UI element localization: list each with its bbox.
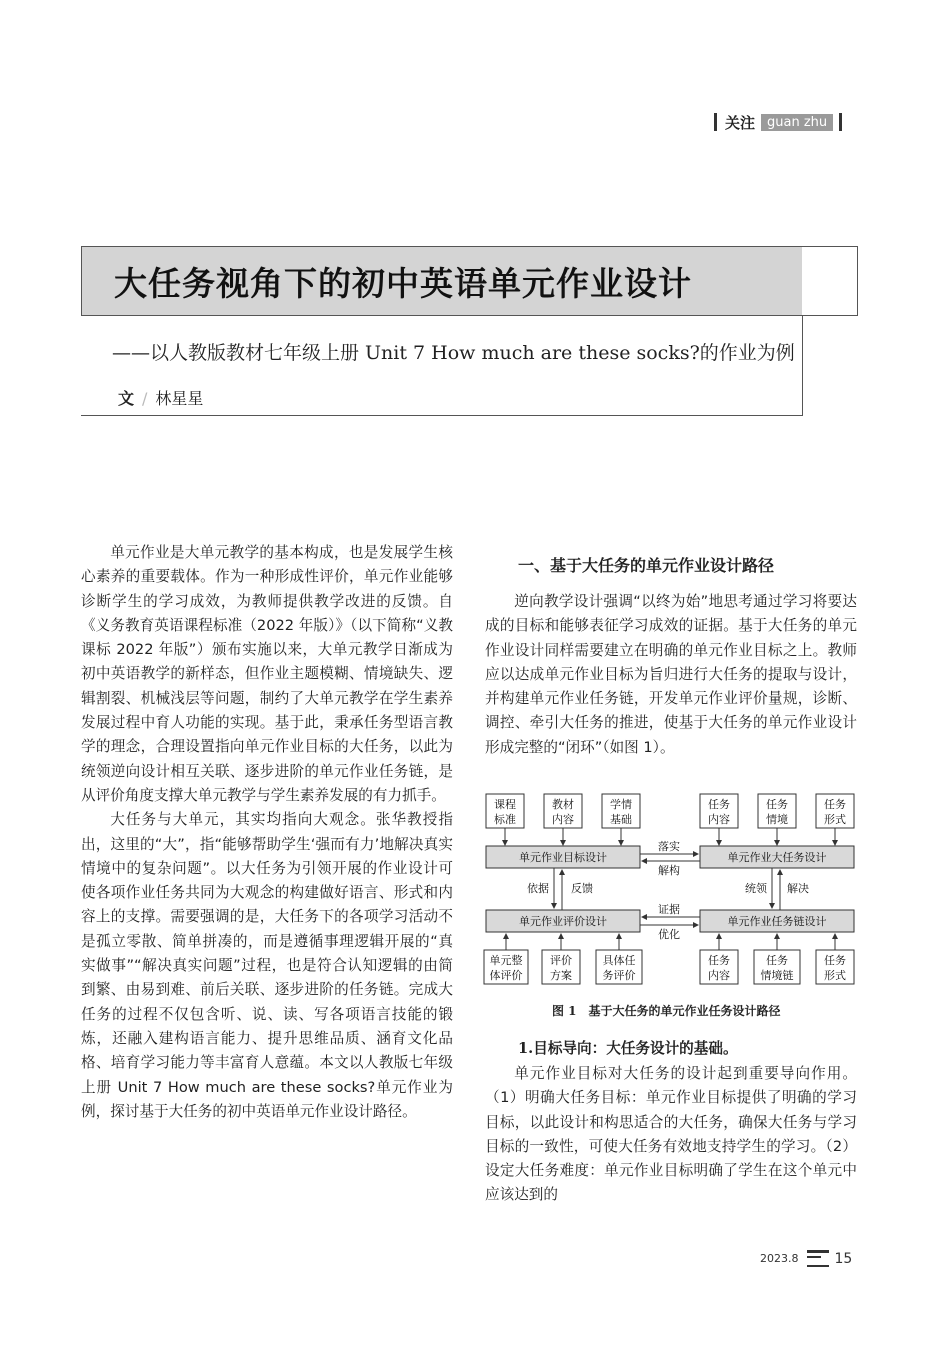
label-tongling: 统领 — [745, 882, 767, 895]
label-bottom-left-1b: 体评价 — [489, 969, 523, 982]
author-divider: / — [142, 389, 148, 408]
title-side-box — [802, 246, 858, 316]
page-title: 大任务视角下的初中英语单元作业设计 — [114, 264, 692, 303]
author-line — [118, 386, 203, 409]
label-bottom-right-3b: 形式 — [824, 969, 846, 982]
label-top-left-2: 教材 — [552, 798, 574, 811]
figure-caption: 图 1 基于大任务的单元作业任务设计路径 — [552, 1004, 781, 1018]
subsection-heading: 1.目标导向：大任务设计的基础。 — [518, 1040, 738, 1057]
left-column — [81, 541, 453, 1124]
label-top-left-1: 课程 — [494, 798, 516, 811]
figure-diagram — [480, 788, 860, 990]
label-jiejue: 解决 — [787, 882, 809, 895]
paragraph: 逆向教学设计强调“以终为始”地思考通过学习将要达成的目标和能够表征学习成效的证据。基于大任务的单元作业设计同样需要建立在明确的单元作业目标之上。教师应以达成单元作业目标为旨归进行大任务的提取与设计，并构建单元作业任务链，开发单元作业评价量规，诊断、调控、牵引大任务的推进，使基于大任务的单元作业设计形成完整的“闭环”（如图 1）。 — [485, 593, 857, 756]
label-top-right-2: 任务 — [766, 798, 788, 811]
paragraph: 单元作业是大单元教学的基本构成，也是发展学生核心素养的重要载体。作为一种形成性评价，单元作业能够诊断学生的学习成效，为教师提供教学改进的反馈。自《义务教育英语课程标准（2022 年版）》（以下简称“义教课标 2022 年版”）颁布实施以来，大单元教学日渐成为初中英语教学的新样态，但作业主题模糊、情境缺失、逻辑割裂、机械浅层等问题，制约了大单元教学在学生素养发展过程中育人功能的实现。基于此，秉承任务型语言教学的理念，合理设置指向单元作业目标的大任务，以此为统领逆向设计相互关联、逐步进阶的单元作业任务链，是从评价角度支撑大单元教学与学生素养发展的有力抓手。 — [81, 544, 453, 804]
label-bar-goal: 单元作业目标设计 — [519, 851, 607, 864]
page-footer — [760, 1250, 852, 1267]
label-bottom-right-1: 任务 — [708, 954, 730, 967]
label-top-right-2b: 情境 — [766, 813, 788, 826]
label-bar-chain: 单元作业任务链设计 — [727, 915, 827, 928]
tag-pinyin: guan zhu — [761, 114, 833, 131]
label-top-left-3: 学情 — [610, 798, 632, 811]
label-yiju: 依据 — [527, 882, 549, 895]
label-top-left-3b: 基础 — [610, 813, 632, 826]
label-fankui: 反馈 — [571, 882, 593, 895]
tag-label: 关注 — [725, 113, 756, 132]
section-heading: 一、基于大任务的单元作业设计路径 — [518, 556, 775, 575]
label-top-left-2b: 内容 — [552, 813, 574, 826]
author-name: 林星星 — [155, 389, 204, 408]
magazine-logo-icon — [807, 1250, 829, 1267]
frame-right-line — [802, 315, 803, 415]
label-bar-big-task: 单元作业大任务设计 — [727, 851, 827, 864]
right-column-top — [485, 590, 857, 760]
label-bottom-left-3b: 务评价 — [602, 969, 636, 982]
label-bottom-right-2b: 情境链 — [760, 969, 794, 982]
label-top-right-1: 任务 — [708, 798, 730, 811]
author-prefix: 文 — [118, 389, 135, 408]
tag-bar-right — [839, 113, 842, 131]
label-bottom-right-2: 任务 — [766, 954, 788, 967]
label-bottom-right-3: 任务 — [824, 954, 846, 967]
paragraph: 大任务与大单元，其实均指向大观念。张华教授指出，这里的“大”，指“能够帮助学生‘强而有力’地解决真实情境中的复杂问题”。以大任务为引领开展的作业设计可使各项作业任务共同为大观念的构建做好语言、形式和内容上的支撑。需要强调的是，大任务下的各项学习活动不是孤立零散、简单拼凑的，而是遵循事理逻辑开展的“真实做事”“解决真实问题”过程，也是符合认知逻辑的由简到繁、由易到难、前后关联、逐步进阶的任务链。完成大任务的过程不仅包含听、说、读、写各项语言技能的锻炼，还融入建构语言能力、提升思维品质、涵育文化品格、培育学习能力等丰富育人意蕴。本文以人教版七年级上册 Unit 7 How much are these socks?单元作业为例，探讨基于大任务的初中英语单元作业设计路径。 — [81, 811, 453, 1120]
label-zhengju: 证据 — [658, 903, 680, 916]
paragraph: 单元作业目标对大任务的设计起到重要导向作用。（1）明确大任务目标：单元作业目标提供了明确的学习目标，以此设计和构思适合的大任务，确保大任务与学习目标的一致性，可使大任务有效地支持学生的学习。（2）设定大任务难度：单元作业目标明确了学生在这个单元中应该达到的 — [485, 1065, 857, 1204]
subtitle: ——以人教版教材七年级上册 Unit 7 How much are these socks?的作业为例 — [112, 342, 795, 364]
label-top-right-3: 任务 — [824, 798, 846, 811]
label-luoshi: 落实 — [658, 840, 680, 853]
label-youhua: 优化 — [658, 928, 680, 941]
label-bottom-left-3: 具体任 — [602, 954, 636, 967]
tag-bar-left — [714, 113, 717, 131]
frame-bottom-line — [81, 415, 803, 416]
label-top-left-1b: 标准 — [494, 813, 516, 826]
right-column-bottom — [485, 1062, 857, 1208]
label-bottom-left-2b: 方案 — [550, 969, 572, 982]
page-number: 15 — [834, 1250, 853, 1267]
label-bottom-left-2: 评价 — [550, 954, 572, 967]
label-bottom-left-1: 单元整 — [489, 954, 523, 967]
label-top-right-3b: 形式 — [824, 813, 846, 826]
label-jiegou: 解构 — [658, 864, 680, 877]
label-top-right-1b: 内容 — [708, 813, 730, 826]
label-bar-eval: 单元作业评价设计 — [519, 915, 607, 928]
issue-date: 2023.8 — [760, 1252, 799, 1265]
label-bottom-right-1b: 内容 — [708, 969, 730, 982]
section-tag — [714, 111, 842, 133]
